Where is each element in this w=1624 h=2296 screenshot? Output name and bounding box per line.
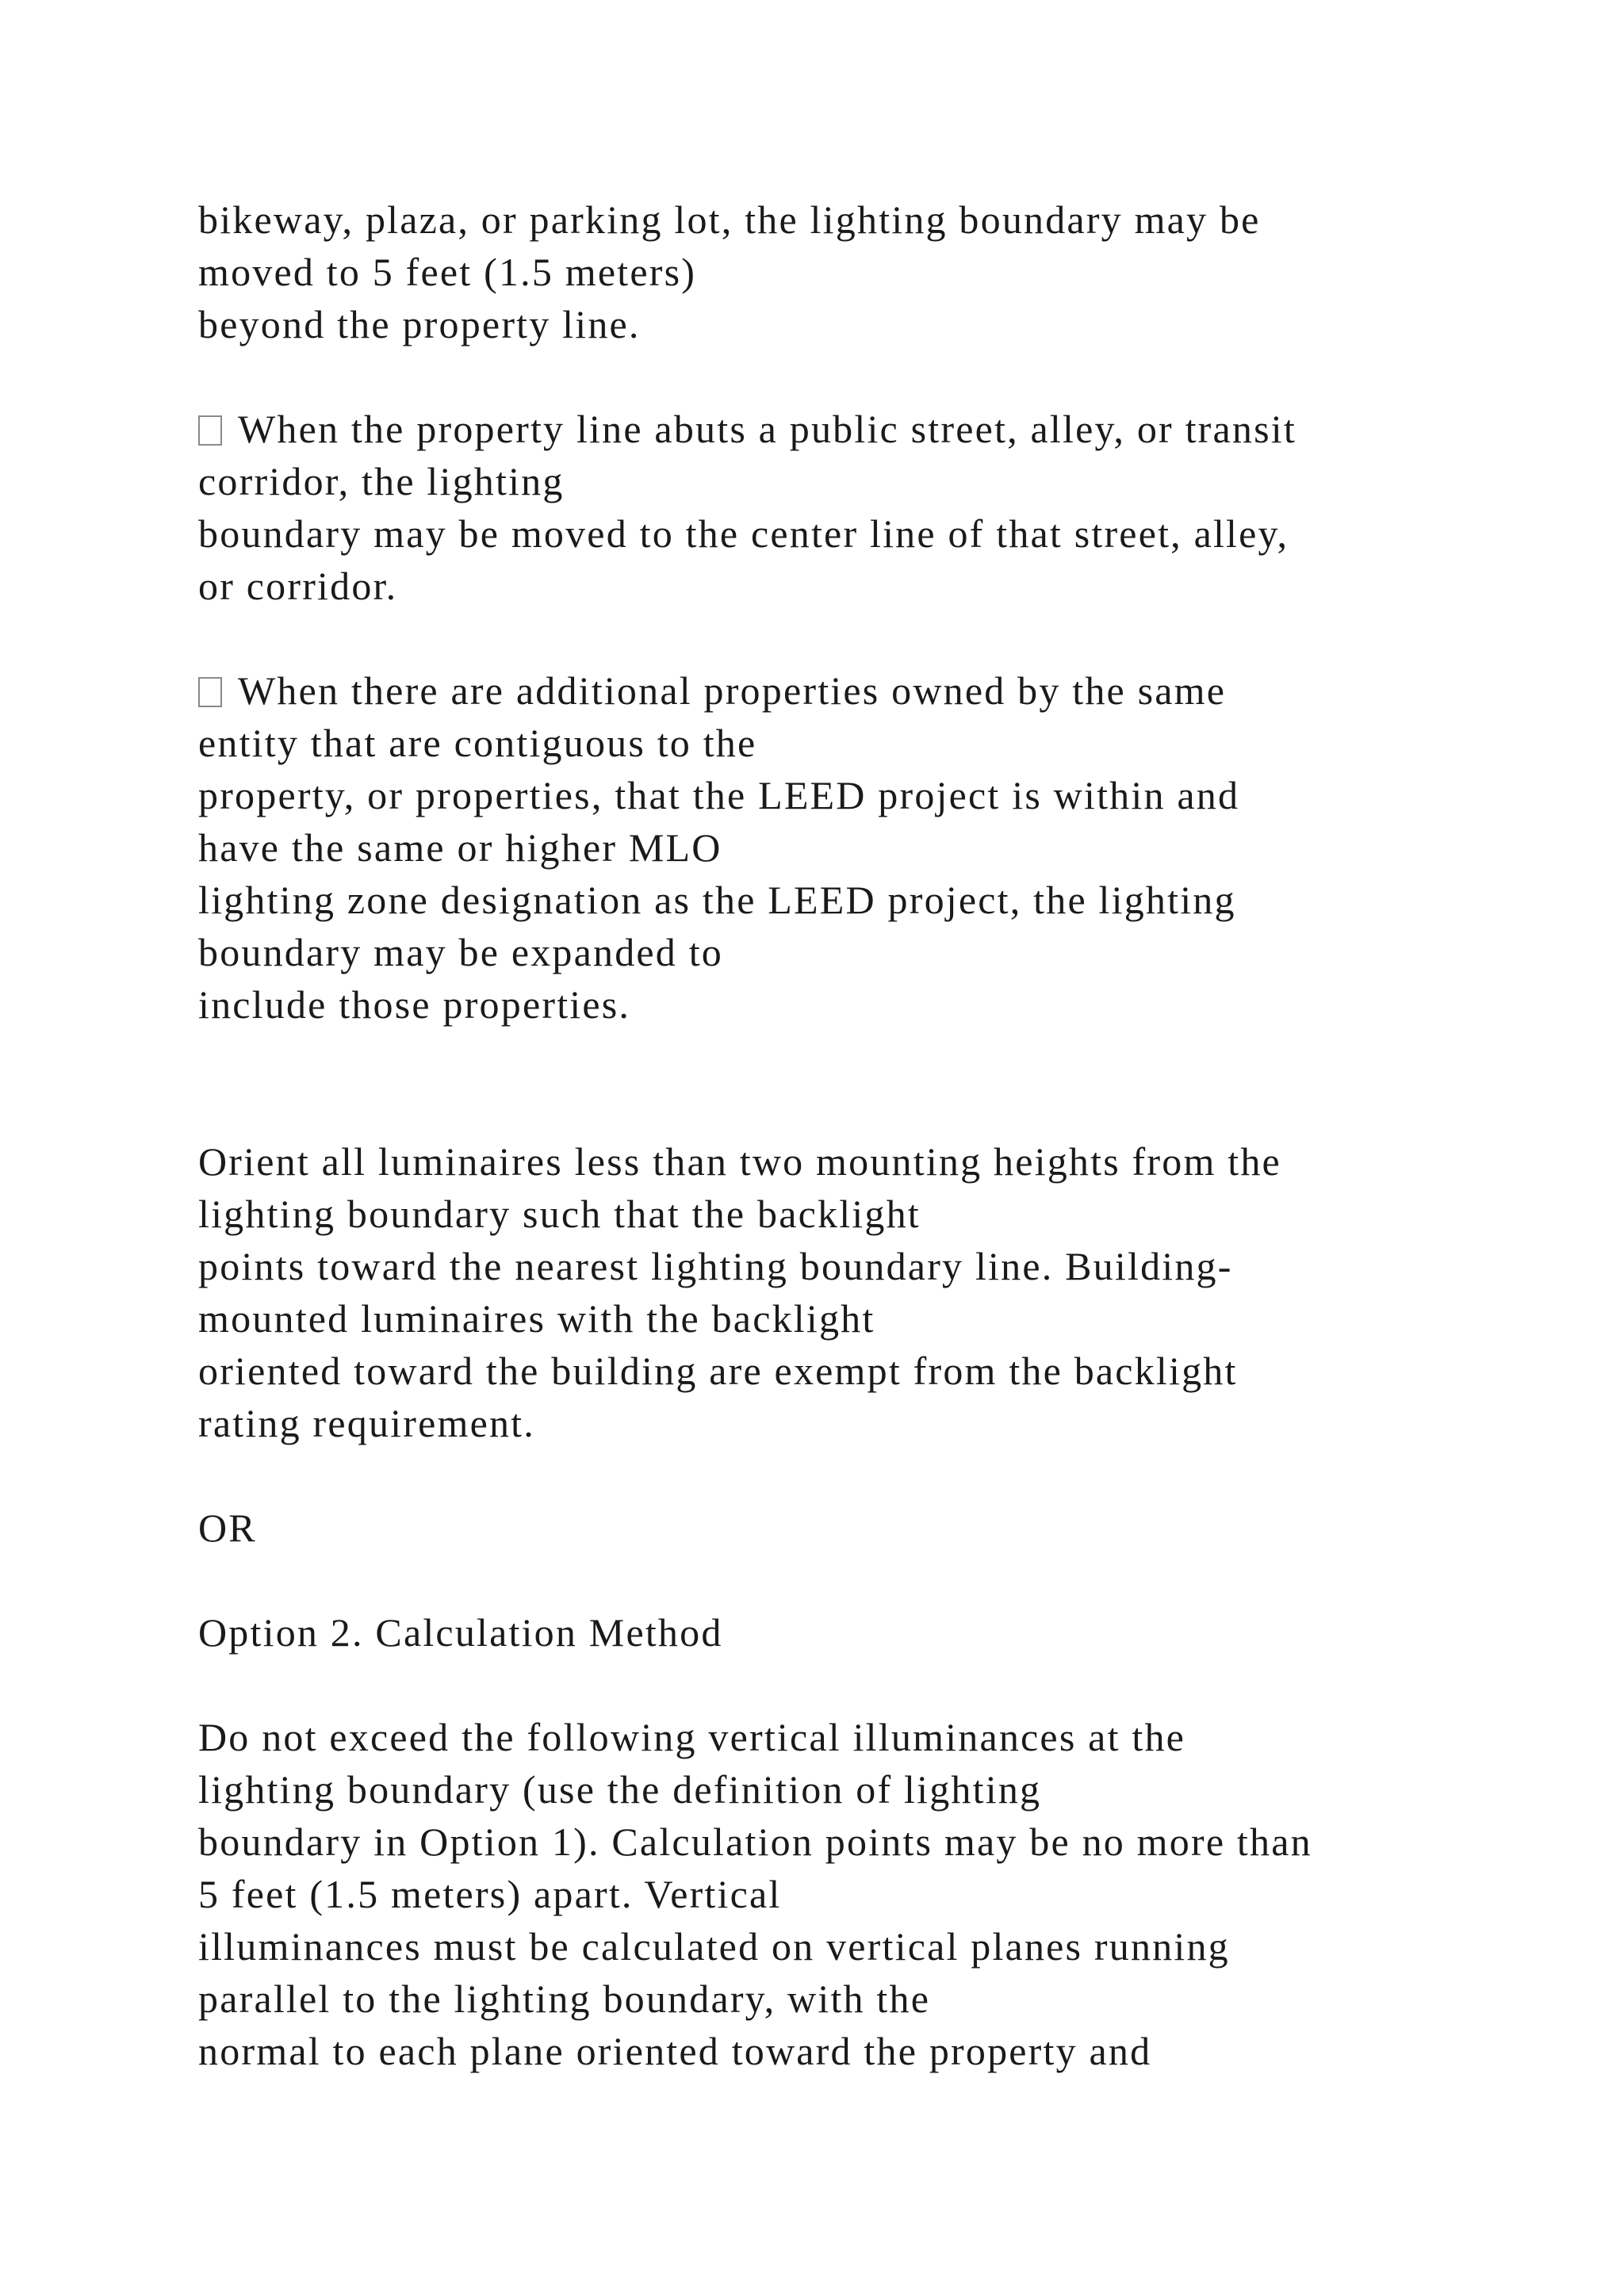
paragraph-gap [198,350,1467,403]
text-line: 5 feet (1.5 meters) apart. Vertical [198,1872,782,1916]
text-line: or corridor. [198,564,398,608]
paragraph-gap [198,1554,1467,1606]
paragraph-gap [198,612,1467,664]
text-line: property, or properties, that the LEED project is within and [198,773,1240,817]
text-line: rating requirement. [198,1401,535,1445]
bullet-box-icon [198,415,222,446]
bullet-text: When the property line abuts a public street, alley, or transit [238,407,1297,451]
text-line: parallel to the lighting boundary, with the [198,1976,931,2021]
heading-option-2 [198,1606,1467,1659]
paragraph-lighting-boundary-plaza [198,193,1467,350]
paragraph-or [198,1502,1467,1554]
document-body [198,193,1467,2077]
text-line: moved to 5 feet (1.5 meters) [198,250,697,294]
text-line: include those properties. [198,982,631,1027]
text-line: boundary in Option 1). Calculation points may be no more than [198,1820,1312,1864]
text-line: bikeway, plaza, or parking lot, the lighting boundary may be [198,197,1261,242]
text-line: beyond the property line. [198,302,641,346]
text-line: illuminances must be calculated on vertical planes running [198,1924,1230,1969]
paragraph-orient-luminaires [198,1135,1467,1449]
text-line: entity that are contiguous to the [198,721,757,765]
text-line: mounted luminaires with the backlight [198,1296,875,1341]
paragraph-gap [198,1031,1467,1135]
section-heading: Option 2. Calculation Method [198,1610,723,1655]
paragraph-gap [198,1659,1467,1711]
text-line: corridor, the lighting [198,459,565,503]
bullet-box-icon [198,677,222,707]
bullet-item-contiguous-properties [198,664,1467,1031]
paragraph-gap [198,1449,1467,1502]
text-line [198,664,1467,717]
text-line: Do not exceed the following vertical illuminances at the [198,1715,1186,1759]
text-line: lighting boundary such that the backlight [198,1192,921,1236]
text-line: boundary may be moved to the center line of that street, alley, [198,511,1289,556]
text-line: normal to each plane oriented toward the property and [198,2029,1152,2073]
text-line: boundary may be expanded to [198,930,723,974]
text-line: lighting zone designation as the LEED project, the lighting [198,878,1236,922]
text-line: OR [198,1506,257,1550]
text-line: points toward the nearest lighting boundary line. Building- [198,1244,1233,1288]
text-line: oriented toward the building are exempt from the backlight [198,1349,1238,1393]
text-line: have the same or higher MLO [198,825,722,870]
bullet-item-public-street [198,403,1467,612]
bullet-text: When there are additional properties owned by the same [238,668,1227,713]
text-line [198,403,1467,455]
text-line: lighting boundary (use the definition of lighting [198,1767,1042,1812]
paragraph-vertical-illuminances [198,1711,1467,2077]
text-line: Orient all luminaires less than two mounting heights from the [198,1139,1281,1184]
